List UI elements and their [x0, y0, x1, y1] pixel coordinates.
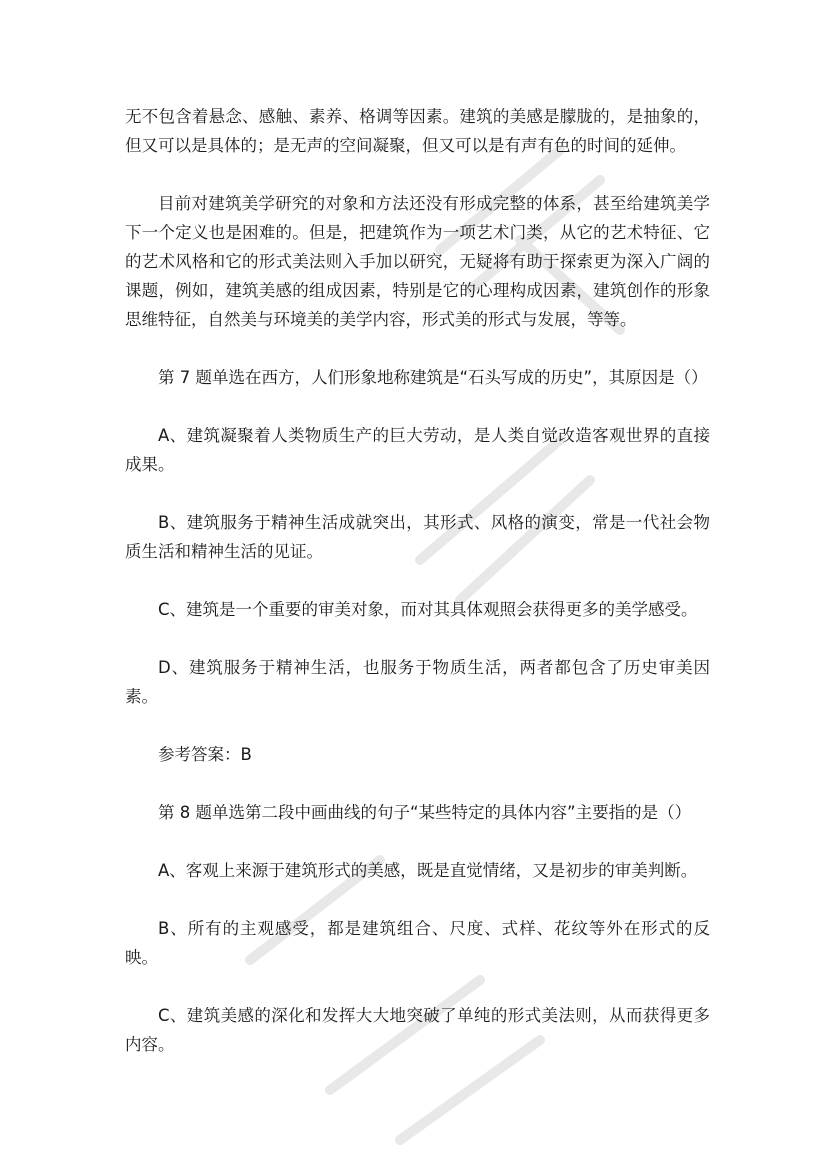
question-7-stem: 第 7 题单选在西方，人们形象地称建筑是“石头写成的历史”，其原因是（）: [158, 368, 708, 387]
document-body: [125, 102, 710, 1088]
question-8-option-c: C、建筑美感的深化和发挥大大地突破了单纯的形式美法则，从而获得更多内容。: [125, 1006, 710, 1054]
question-7-option-d: D、建筑服务于精神生活，也服务于物质生活，两者都包含了历史审美因素。: [125, 658, 710, 706]
question-7-answer: 参考答案：B: [158, 745, 252, 764]
question-8-stem: 第 8 题单选第二段中画曲线的句子“某些特定的具体内容”主要指的是（）: [158, 803, 692, 822]
paragraph: 目前对建筑美学研究的对象和方法还没有形成完整的体系，甚至给建筑美学下一个定义也是困难的。但是，把建筑作为一项艺术门类，从它的艺术特征、它的艺术风格和它的形式美法则入手加以研究，无疑将有助于探索更为深入广阔的课题，例如，建筑美感的组成因素，特别是它的心理构成因素，建筑创作的形象思维特征，自然美与环境美的美学内容，形式美的形式与发展，等等。: [125, 194, 710, 329]
question-8-option-a: A、客观上来源于建筑形式的美感，既是直觉情绪，又是初步的审美判断。: [158, 861, 698, 880]
question-7-option-a: A、建筑凝聚着人类物质生产的巨大劳动，是人类自觉改造客观世界的直接成果。: [125, 426, 710, 474]
paragraph: 无不包含着悬念、感触、素养、格调等因素。建筑的美感是朦胧的，是抽象的，但又可以是具体的；是无声的空间凝聚，但又可以是有声有色的时间的延伸。: [125, 107, 710, 155]
question-8-option-b: B、所有的主观感受，都是建筑组合、尺度、式样、花纹等外在形式的反映。: [125, 919, 710, 967]
question-7-option-b: B、建筑服务于精神生活成就突出，其形式、风格的演变，常是一代社会物质生活和精神生活的见证。: [125, 513, 710, 561]
question-7-option-c: C、建筑是一个重要的审美对象，而对其具体观照会获得更多的美学感受。: [158, 600, 698, 619]
